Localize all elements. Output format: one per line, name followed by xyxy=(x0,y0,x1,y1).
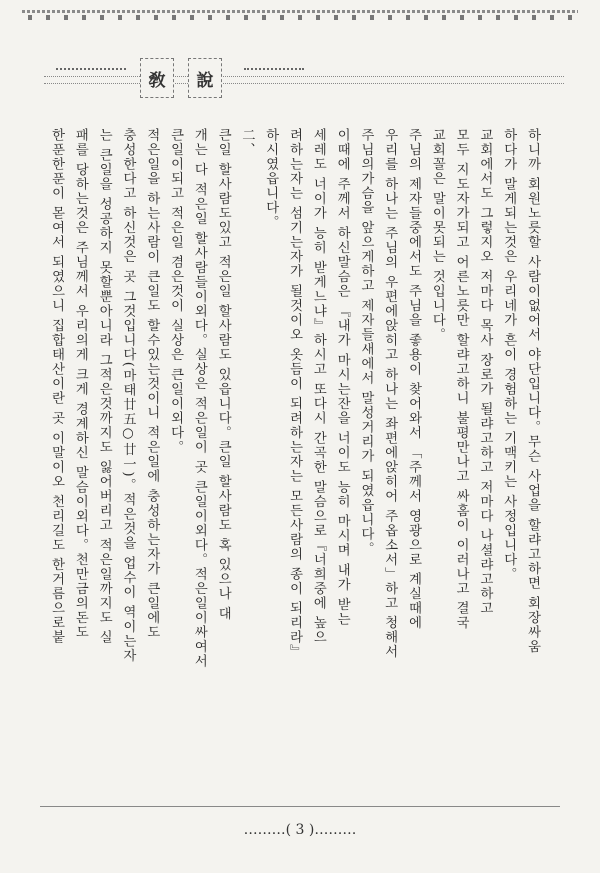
header-dots-left xyxy=(56,68,126,74)
text-column: 는 큰일을 성공하지 못할뿐아니라 그적은것까지도 잃어버리고 적은일까지도 실 xyxy=(96,128,112,645)
top-border-ornament xyxy=(22,10,578,24)
header-dots-right xyxy=(244,68,304,74)
text-column: 하다가 말게되는것은 우리네가 흔이 경험하는 기맥키는 사정입니다。 xyxy=(501,128,517,582)
text-column: 패를 당하는것은 주님께서 우리의게 크게 경계하신 말슴이외다。천만금의돈도 xyxy=(72,128,88,640)
text-column: 二、 xyxy=(239,128,255,157)
text-column: 개는 다 적은일 할사람들이외다。실상은 적은일이 곳 큰일이외다。적은일이싸여서 xyxy=(191,128,207,669)
text-column: 하시였읍니다。 xyxy=(263,128,279,230)
text-column: 주님의가슴을 앞으게하고 제자들새에서 말성거리가 되였읍니다。 xyxy=(358,128,374,556)
page-number: ………( 3 )……… xyxy=(243,822,357,838)
text-column: 한푼한푼이 몯여서 되였으니 집합태산이란 곳 이말이오 천리길도 한거름으로붙 xyxy=(49,128,65,645)
text-column: 세레도 너이가 능히 받게느냐』하시고 또다시 간곡한 말슴으로『너희중에 높으 xyxy=(310,128,326,645)
text-column: 교회에서도 그렇지오 저마다 목사 장로가 될랴고하고 저마다 나셜랴고하고 xyxy=(477,128,493,616)
body-text xyxy=(44,128,544,788)
text-column: 하니까 회원노릇할 사람이없어서 야단입니다。무슨 사업을 할랴고하면 회장싸움 xyxy=(525,128,540,654)
text-column: 교회꼴은 말이못되는 것입니다。 xyxy=(429,128,445,342)
section-header xyxy=(44,46,564,104)
text-column: 큰일 할사람도있고 적은일 할사람도 있읍니다。큰일 할사람도 혹 있으나 대 xyxy=(215,128,231,621)
header-rule xyxy=(44,76,564,84)
text-column: 우리를 하나는 주님의 우편에앉히고 하나는 좌편에앉히어 주옵소서」하고 청해서 xyxy=(382,128,398,659)
text-column: 큰일이되고 적은일 겸은것이 실상은 큰일이외다。 xyxy=(168,128,184,455)
text-column: 이때에 주께서 하신말슴은 『내가 마시는잔을 너이도 능히 마시며 내가 받는 xyxy=(334,128,350,627)
text-column: 려하는자는 섬기는자가 될것이오 옷듬이 되려하는자는 모든사람의 종이 되리라』 xyxy=(287,128,303,659)
footer-rule xyxy=(40,806,560,807)
text-column: 적은일을 하는사람이 큰일도 할수있는것이니 적은일에 충성하는자가 큰일에도 xyxy=(144,128,160,640)
text-column: 충성한다고 하신것은 곳 그것입니다(마태廿五○廿一)。적은것을 업수이 역이는자 xyxy=(120,128,136,663)
text-column: 주님의 제자들중에서도 주님을 좋용이 찾어와서 「주께서 영광으로 계실때에 xyxy=(406,128,422,630)
header-char-1: 敎 xyxy=(140,58,174,98)
header-char-2: 說 xyxy=(188,58,222,98)
text-column: 모두 지도자가되고 어른노릇만 할랴고하니 불평만나고 싸홈이 이러나고 결국 xyxy=(453,128,469,630)
